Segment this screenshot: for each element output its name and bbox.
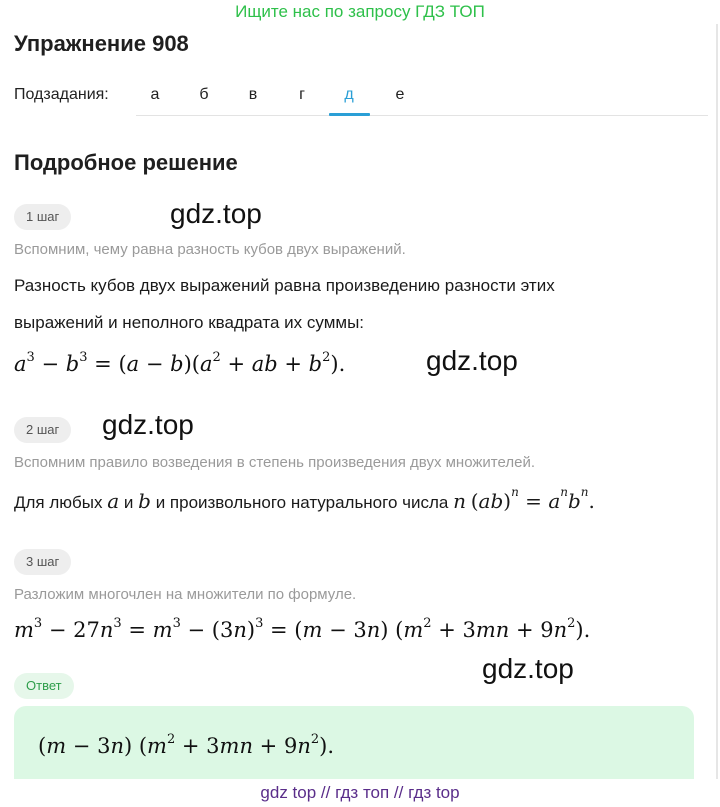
tab-d[interactable]: д [344,86,354,103]
step-2-text: Для любых a и b и произвольного натурального числа n $(ab)^n = a^nb^n$. [14,485,595,513]
step-1-text-line1: Разность кубов двух выражений равна произведению разности этих [14,276,555,295]
step-3-badge: 3 шаг [14,549,71,575]
tab-g[interactable]: г [299,86,305,103]
solution-heading: Подробное решение [14,150,238,175]
scroll-edge [716,24,718,784]
answer-box [14,706,694,786]
step-2-text-suffix: и произвольного натурального числа [155,493,449,512]
step-3-hint: Разложим многочлен на множители по формуле. [14,586,357,603]
active-tab-indicator [329,113,370,116]
step-3-formula: $m^3 - 27n^3 = m^3 - (3n)^3 = (m - 3n) (m^2 + 3mn + 9n^2)$. [14,616,591,642]
watermark: gdz.top [426,345,518,376]
search-banner: Ищите нас по запросу ГДЗ ТОП [235,2,485,21]
answer-formula: (m − 3n) $(m^2 + 3mn + 9n^2)$. [38,732,334,758]
step-1-hint: Вспомним, чему равна разность кубов двух выражений. [14,241,406,258]
step-2-hint: Вспомним правило возведения в степень произведения двух множителей. [14,454,535,471]
watermark: gdz.top [482,653,574,684]
step-1-badge: 1 шаг [14,204,71,230]
subtasks-label: Подзадания: [14,86,109,103]
page-title: Упражнение 908 [14,31,189,56]
tab-a[interactable]: а [150,86,160,103]
footer-links[interactable]: gdz top // гдз топ // гдз top [0,779,720,807]
answer-badge: Ответ [14,673,74,699]
step-2-text-and: и [123,493,134,512]
step-2-badge: 2 шаг [14,417,71,443]
subtasks-nav [14,80,694,116]
step-1-formula: $a^3 - b^3 = (a - b)(a^2$ + ab + $b^2$). [14,350,346,376]
step-1-text-line2: выражений и неполного квадрата их суммы: [14,313,365,332]
watermark: gdz.top [170,198,262,229]
subtasks-divider [136,115,708,116]
tab-e[interactable]: е [395,86,405,103]
step-2-text-prefix: Для любых [14,493,103,512]
watermark: gdz.top [102,409,194,440]
tab-v[interactable]: в [248,86,258,103]
tab-b[interactable]: б [199,86,209,103]
